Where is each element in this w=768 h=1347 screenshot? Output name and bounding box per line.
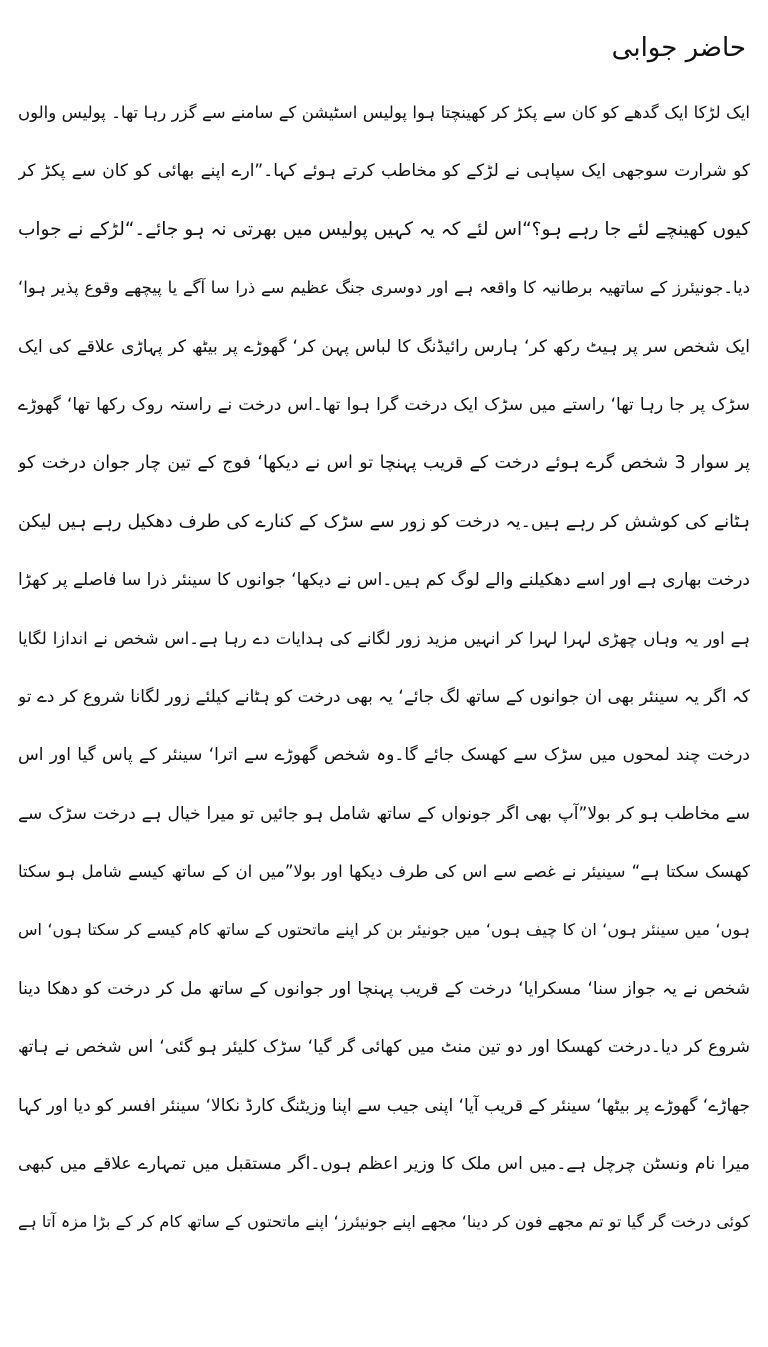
body-line: کھسک سکتا ہے“ سینیئر نے غصے سے اس کی طرف دیکھا اور بولا”میں ان کے ساتھ کیسے شامل ہو سکتا (18, 862, 750, 882)
body-line: درخت چند لمحوں میں سڑک سے کھسک جائے گا۔وہ شخص گھوڑے سے اترا‘ سینئر کے پاس گیا اور اس (18, 745, 750, 766)
body-line: درخت بھاری ہے اور اسے دھکیلنے والے لوگ کم ہیں۔اس نے دیکھا‘ جوانوں کا سینئر ذرا سا فاصلے پر کھڑا (18, 570, 750, 591)
body-line: کیوں کھینچے لئے جا رہے ہو؟“اس لئے کہ یہ کہیں پولیس میں بھرتی نہ ہو جائے۔“لڑکے نے جواب (18, 218, 750, 240)
body-line: ہٹانے کی کوشش کر رہے ہیں۔یہ درخت کو زور سے سڑک کے کنارے کی طرف دھکیل رہے ہیں لیکن (18, 511, 750, 532)
body-line: پر سوار 3 شخص گرے ہوئے درخت کے قریب پہنچا تو اس نے دیکھا‘ فوج کے تین چار جوان درخت کو (18, 453, 750, 474)
body-line: ہوں‘ میں سینئر ہوں‘ ان کا چیف ہوں‘ میں جونیئر بن کر اپنے ماتحتوں کے ساتھ کام کیسے کر سکتا ہوں‘ اس (18, 920, 750, 940)
body-line: کو شرارت سوجھی ایک سپاہی نے لڑکے کو مخاطب کرتے ہوئے کہا۔”ارے اپنے بھائی کو کان سے پکڑ کر (18, 161, 750, 182)
body-line: جھاڑے‘ گھوڑے پر بیٹھا‘ سینئر کے قریب آیا‘ اپنی جیب سے اپنا وزیٹنگ کارڈ نکالا‘ سینئر افسر کو دیا اور کہا (18, 1095, 750, 1116)
body-line: شخص نے یہ جواز سنا‘ مسکرایا‘ درخت کے قریب پہنچا اور جوانوں کے ساتھ مل کر درخت کو دھکا دینا (18, 978, 750, 999)
body-line: سڑک پر جا رہا تھا‘ راستے میں سڑک ایک درخت گرا ہوا تھا۔اس درخت نے راستہ روک رکھا تھا‘ گھوڑے (18, 394, 750, 415)
body-line: ایک لڑکا ایک گدھے کو کان سے پکڑ کر کھینچتا ہوا پولیس اسٹیشن کے سامنے سے گزر رہا تھا۔ پولیس والوں (18, 103, 750, 122)
body-line: کہ اگر یہ سینئر بھی ان جوانوں کے ساتھ لگ جائے‘ یہ بھی درخت کو ہٹانے کیلئے زور لگانا شروع کر دے تو (18, 686, 750, 707)
body-line: کوئی درخت گر گیا تو تم مجھے فون کر دینا‘ مجھے اپنے جونیئرز‘ اپنے ماتحتوں کے ساتھ کام کر کے بڑا مزہ آتا ہے (18, 1212, 750, 1232)
article-title: حاضر جوابی (611, 33, 746, 63)
body-line: دیا۔جونیئرز کے ساتھیہ برطانیہ کا واقعہ ہے اور دوسری جنگ عظیم سے ذرا سا آگے یا پیچھے وقوع پذیر ہوا‘ (18, 278, 750, 298)
body-line: شروع کر دیا۔درخت کھسکا اور دو تین منٹ میں کھائی گر گیا‘ سڑک کلیئر ہو گئی‘ اس شخص نے ہاتھ (18, 1037, 750, 1058)
article-body (18, 84, 750, 1252)
body-line: میرا نام ونسٹن چرچل ہے۔میں اس ملک کا وزیر اعظم ہوں۔اگر مستقبل میں تمہارے علاقے میں کبھی (18, 1154, 750, 1175)
body-line: ایک شخص سر پر ہیٹ رکھ کر‘ ہارس رائیڈنگ کا لباس پہن کر‘ گھوڑے پر بیٹھ کر پہاڑی علاقے کی ایک (18, 336, 750, 357)
body-line: ہے اور یہ وہاں چھڑی لہرا لہرا کر انہیں مزید زور لگانے کی ہدایات دے رہا ہے۔اس شخص نے اندازا لگایا (18, 628, 750, 648)
body-line: سے مخاطب ہو کر بولا”آپ بھی اگر جونواں کے ساتھ شامل ہو جائیں تو میرا خیال ہے درخت سڑک سے (18, 803, 750, 824)
